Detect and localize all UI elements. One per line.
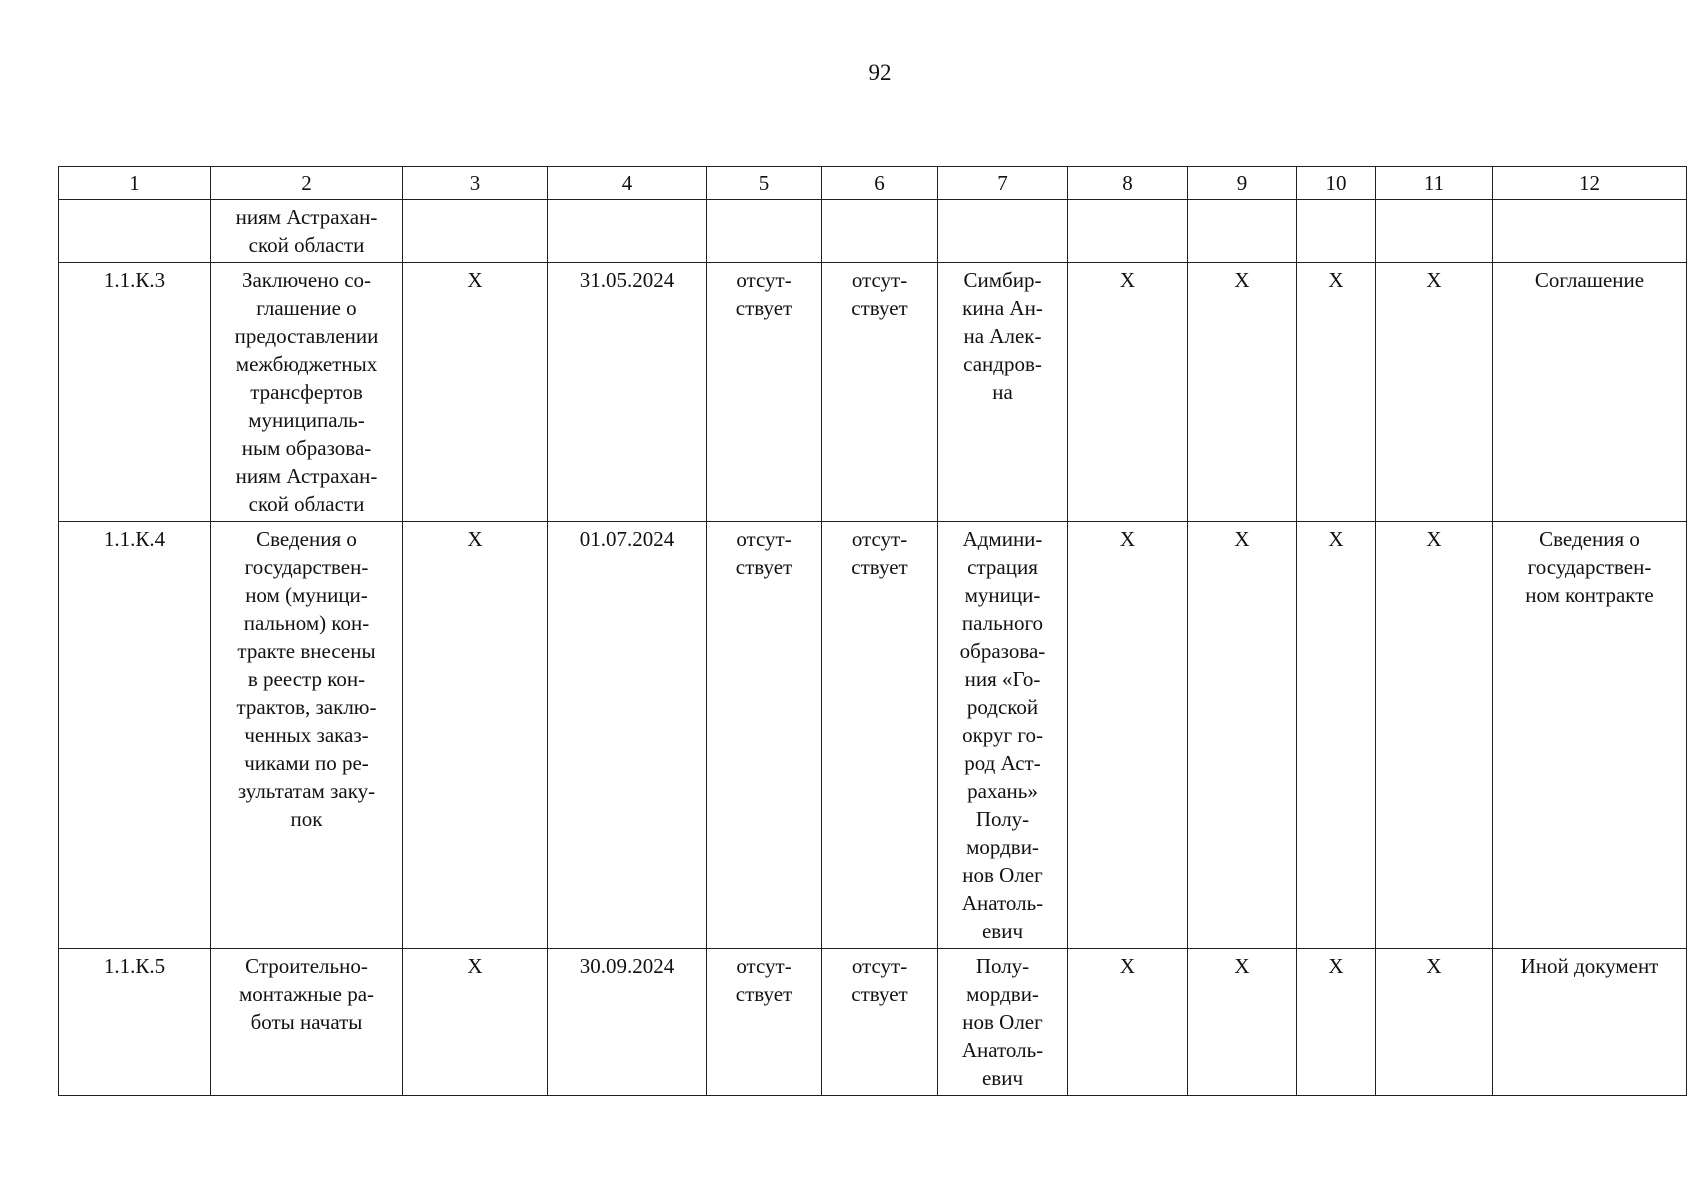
column-header: 3 bbox=[403, 167, 548, 200]
table-cell: Х bbox=[1068, 949, 1188, 1096]
table-cell: отсут- ствует bbox=[822, 263, 938, 522]
table-row bbox=[59, 263, 1687, 522]
table-cell: отсут- ствует bbox=[707, 263, 822, 522]
table-cell bbox=[707, 200, 822, 263]
table-cell: отсут- ствует bbox=[707, 522, 822, 949]
cell-responsible: Полу- мордви- нов Олег Анатоль- евич bbox=[938, 949, 1068, 1096]
cell-date: 31.05.2024 bbox=[548, 263, 707, 522]
cell-event-name: Заключено со- глашение о предоставлении межбюджетных трансфертов муниципаль- ным образова- ниям Астрахан- ской области bbox=[211, 263, 403, 522]
table-cell: Х bbox=[1297, 949, 1376, 1096]
table-cell: Х bbox=[1068, 522, 1188, 949]
table-cell: Х bbox=[1297, 263, 1376, 522]
cell-date: 01.07.2024 bbox=[548, 522, 707, 949]
cell-responsible: Админи- страция муници- пального образова- ния «Го- родской округ го- род Аст- рахань» Полу- мордви- нов Олег Анатоль- евич bbox=[938, 522, 1068, 949]
column-header: 9 bbox=[1188, 167, 1297, 200]
table-cell bbox=[1068, 200, 1188, 263]
column-header: 11 bbox=[1376, 167, 1493, 200]
table-cell: Х bbox=[1297, 522, 1376, 949]
table-cell: Х bbox=[403, 263, 548, 522]
column-header: 5 bbox=[707, 167, 822, 200]
column-header: 1 bbox=[59, 167, 211, 200]
table-cell bbox=[1297, 200, 1376, 263]
table-cell bbox=[548, 200, 707, 263]
table-cell: Х bbox=[403, 949, 548, 1096]
table-cell bbox=[1376, 200, 1493, 263]
cell-responsible: Симбир- кина Ан- на Алек- сандров- на bbox=[938, 263, 1068, 522]
column-header: 8 bbox=[1068, 167, 1188, 200]
table-cell bbox=[938, 200, 1068, 263]
column-header: 6 bbox=[822, 167, 938, 200]
column-header: 12 bbox=[1493, 167, 1687, 200]
cell-id: 1.1.К.4 bbox=[59, 522, 211, 949]
cell-document: Сведения о государствен- ном контракте bbox=[1493, 522, 1687, 949]
table-cell: отсут- ствует bbox=[707, 949, 822, 1096]
table-cell: отсут- ствует bbox=[822, 522, 938, 949]
column-header: 4 bbox=[548, 167, 707, 200]
table-cell: Х bbox=[1188, 263, 1297, 522]
table-cell bbox=[1188, 200, 1297, 263]
table-cell: Х bbox=[403, 522, 548, 949]
table-cell bbox=[822, 200, 938, 263]
table-row bbox=[59, 522, 1687, 949]
cell-id: 1.1.К.5 bbox=[59, 949, 211, 1096]
cell-event-name: Строительно- монтажные ра- боты начаты bbox=[211, 949, 403, 1096]
cell-event-name: ниям Астрахан- ской области bbox=[211, 200, 403, 263]
column-header: 2 bbox=[211, 167, 403, 200]
table-cell bbox=[1493, 200, 1687, 263]
cell-id: 1.1.К.3 bbox=[59, 263, 211, 522]
cell-id bbox=[59, 200, 211, 263]
table-cell: Х bbox=[1376, 522, 1493, 949]
page-number: 92 bbox=[868, 60, 892, 85]
cell-date: 30.09.2024 bbox=[548, 949, 707, 1096]
column-header: 7 bbox=[938, 167, 1068, 200]
cell-document: Соглашение bbox=[1493, 263, 1687, 522]
cell-event-name: Сведения о государствен- ном (муници- пальном) кон- тракте внесены в реестр кон- трактов, заклю- ченных заказ- чиками по ре- зультатам заку- пок bbox=[211, 522, 403, 949]
table-cell: Х bbox=[1188, 522, 1297, 949]
table-cell: отсут- ствует bbox=[822, 949, 938, 1096]
data-table bbox=[58, 166, 1687, 1096]
table-cell bbox=[403, 200, 548, 263]
table-cell: Х bbox=[1188, 949, 1297, 1096]
table-header-row bbox=[59, 167, 1687, 200]
table-cell: Х bbox=[1376, 949, 1493, 1096]
cell-document: Иной документ bbox=[1493, 949, 1687, 1096]
table-row bbox=[59, 200, 1687, 263]
table-cell: Х bbox=[1376, 263, 1493, 522]
table-row bbox=[59, 949, 1687, 1096]
column-header: 10 bbox=[1297, 167, 1376, 200]
table-cell: Х bbox=[1068, 263, 1188, 522]
